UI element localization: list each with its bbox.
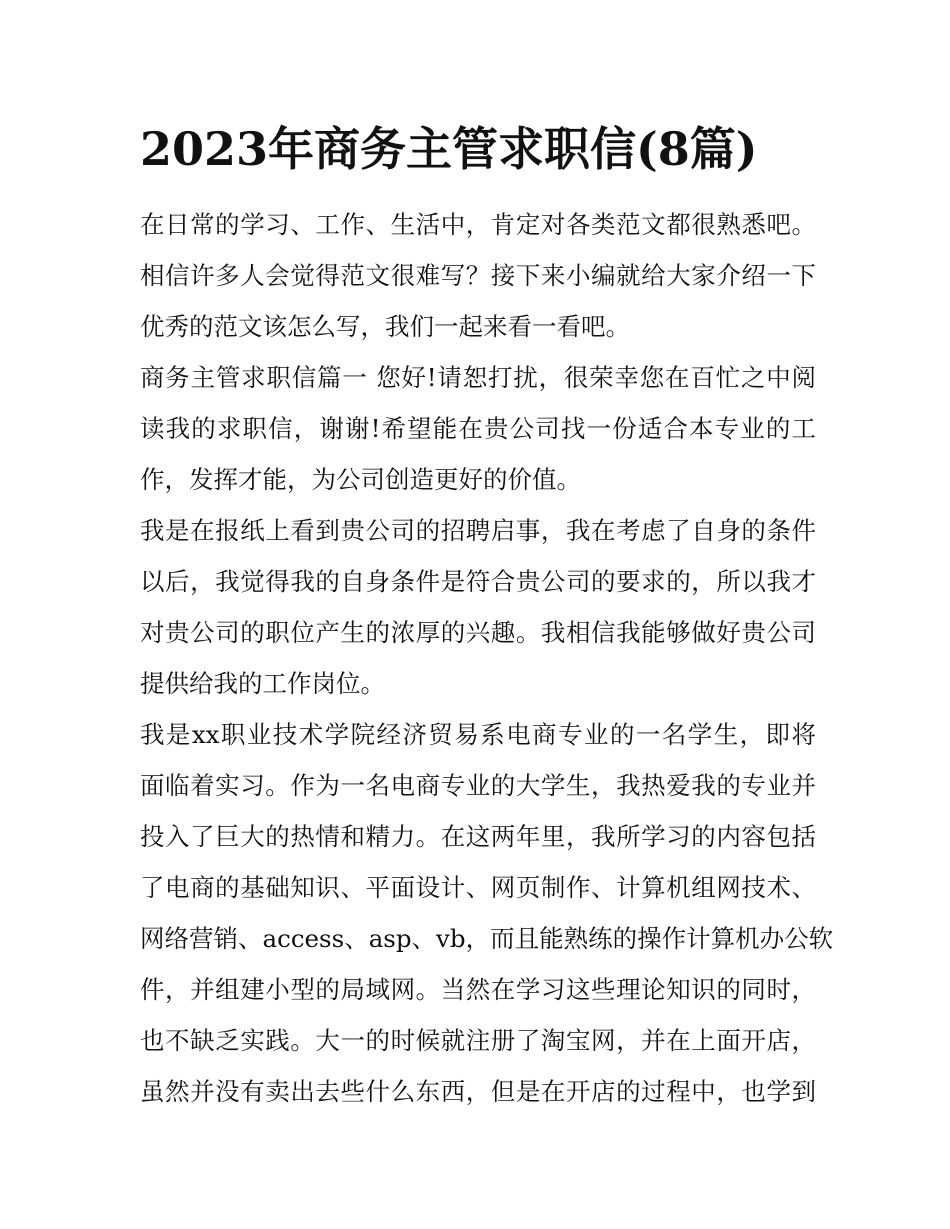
body-line: 在日常的学习、工作、生活中，肯定对各类范文都很熟悉吧。 bbox=[140, 210, 816, 239]
body-line: 网络营销、access、asp、vb，而且能熟练的操作计算机办公软 bbox=[140, 924, 834, 953]
body-line: 我是xx职业技术学院经济贸易系电商专业的一名学生，即将 bbox=[140, 720, 816, 749]
document-body bbox=[140, 199, 834, 1117]
body-line: 读我的求职信，谢谢!希望能在贵公司找一份适合本专业的工 bbox=[140, 414, 816, 443]
body-line: 商务主管求职信篇一 您好!请恕打扰，很荣幸您在百忙之中阅 bbox=[140, 363, 816, 392]
body-line: 优秀的范文该怎么写，我们一起来看一看吧。 bbox=[140, 312, 630, 341]
body-line: 相信许多人会觉得范文很难写？接下来小编就给大家介绍一下 bbox=[140, 261, 816, 290]
body-line: 作，发挥才能，为公司创造更好的价值。 bbox=[140, 465, 581, 494]
body-line: 对贵公司的职位产生的浓厚的兴趣。我相信我能够做好贵公司 bbox=[140, 618, 816, 647]
body-line: 面临着实习。作为一名电商专业的大学生，我热爱我的专业并 bbox=[140, 771, 816, 800]
body-line: 件，并组建小型的局域网。当然在学习这些理论知识的同时， bbox=[140, 975, 816, 1004]
body-line: 也不缺乏实践。大一的时候就注册了淘宝网，并在上面开店， bbox=[140, 1026, 816, 1055]
body-line: 提供给我的工作岗位。 bbox=[140, 669, 385, 698]
document-title: 2023年商务主管求职信(8篇) bbox=[140, 122, 758, 176]
body-line: 虽然并没有卖出去些什么东西，但是在开店的过程中，也学到 bbox=[140, 1077, 816, 1106]
body-line: 了电商的基础知识、平面设计、网页制作、计算机组网技术、 bbox=[140, 873, 816, 902]
body-line: 我是在报纸上看到贵公司的招聘启事，我在考虑了自身的条件 bbox=[140, 516, 816, 545]
body-line: 以后，我觉得我的自身条件是符合贵公司的要求的，所以我才 bbox=[140, 567, 816, 596]
body-line: 投入了巨大的热情和精力。在这两年里，我所学习的内容包括 bbox=[140, 822, 816, 851]
